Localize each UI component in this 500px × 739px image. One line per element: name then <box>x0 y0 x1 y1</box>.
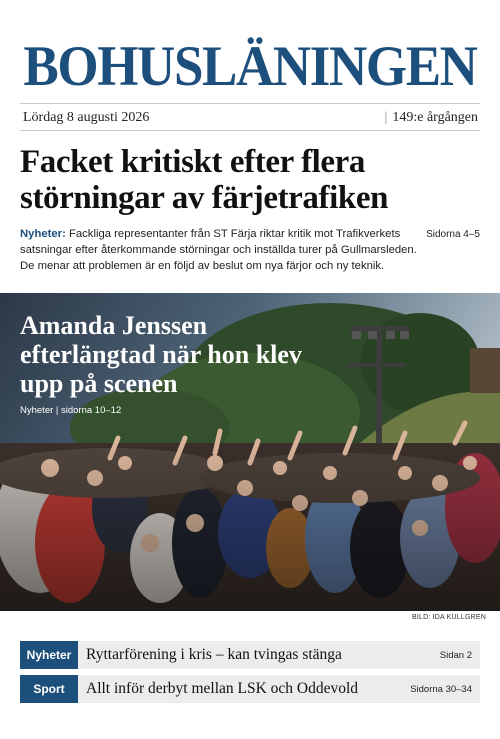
main-lede <box>20 226 480 274</box>
teaser-pages-sport: Sidorna 30–34 <box>410 683 472 695</box>
main-headline[interactable]: Facket kritiskt efter flera störningar av färjetrafiken <box>20 144 389 216</box>
teaser-news[interactable] <box>20 641 480 669</box>
photo-credit: BILD: IDA KULLGREN <box>411 614 486 621</box>
issue-info-bar <box>20 103 480 131</box>
volume-separator: | <box>384 110 388 125</box>
issue-volume <box>385 110 478 126</box>
volume-text: 149:e årgången <box>392 110 478 125</box>
issue-date: Lördag 8 augusti 2026 <box>23 110 150 125</box>
teaser-title-news: Ryttarförening i kris – kan tvingas stänga <box>86 646 342 663</box>
teaser-tag-news: Nyheter <box>20 641 78 669</box>
main-lede-text: Fackliga representanter från ST Färja riktar kritik mot Trafikverkets satsningar efter återkommande störningar och inställda turer på Gullmarsleden. De menar att problemen är en följd av beslut om nya färjor och ny teknik. <box>20 228 417 272</box>
main-kicker: Nyheter: <box>20 228 66 240</box>
masthead-logo: BOHUSLÄNINGEN <box>23 35 477 98</box>
teaser-pages-news: Sidan 2 <box>439 649 472 661</box>
teaser-tag-sport: Sport <box>20 675 78 703</box>
main-pages[interactable]: Sidorna 4–5 <box>426 229 480 240</box>
teaser-title-sport: Allt inför derbyt mellan LSK och Oddevold <box>86 680 359 697</box>
concert-photo[interactable] <box>0 293 500 611</box>
teaser-sport[interactable] <box>20 675 480 703</box>
photo-kicker[interactable]: Nyheter | sidorna 10–12 <box>20 405 122 416</box>
photo-headline[interactable]: Amanda Jenssen efterlängtad när hon klev upp på scenen <box>20 311 302 398</box>
